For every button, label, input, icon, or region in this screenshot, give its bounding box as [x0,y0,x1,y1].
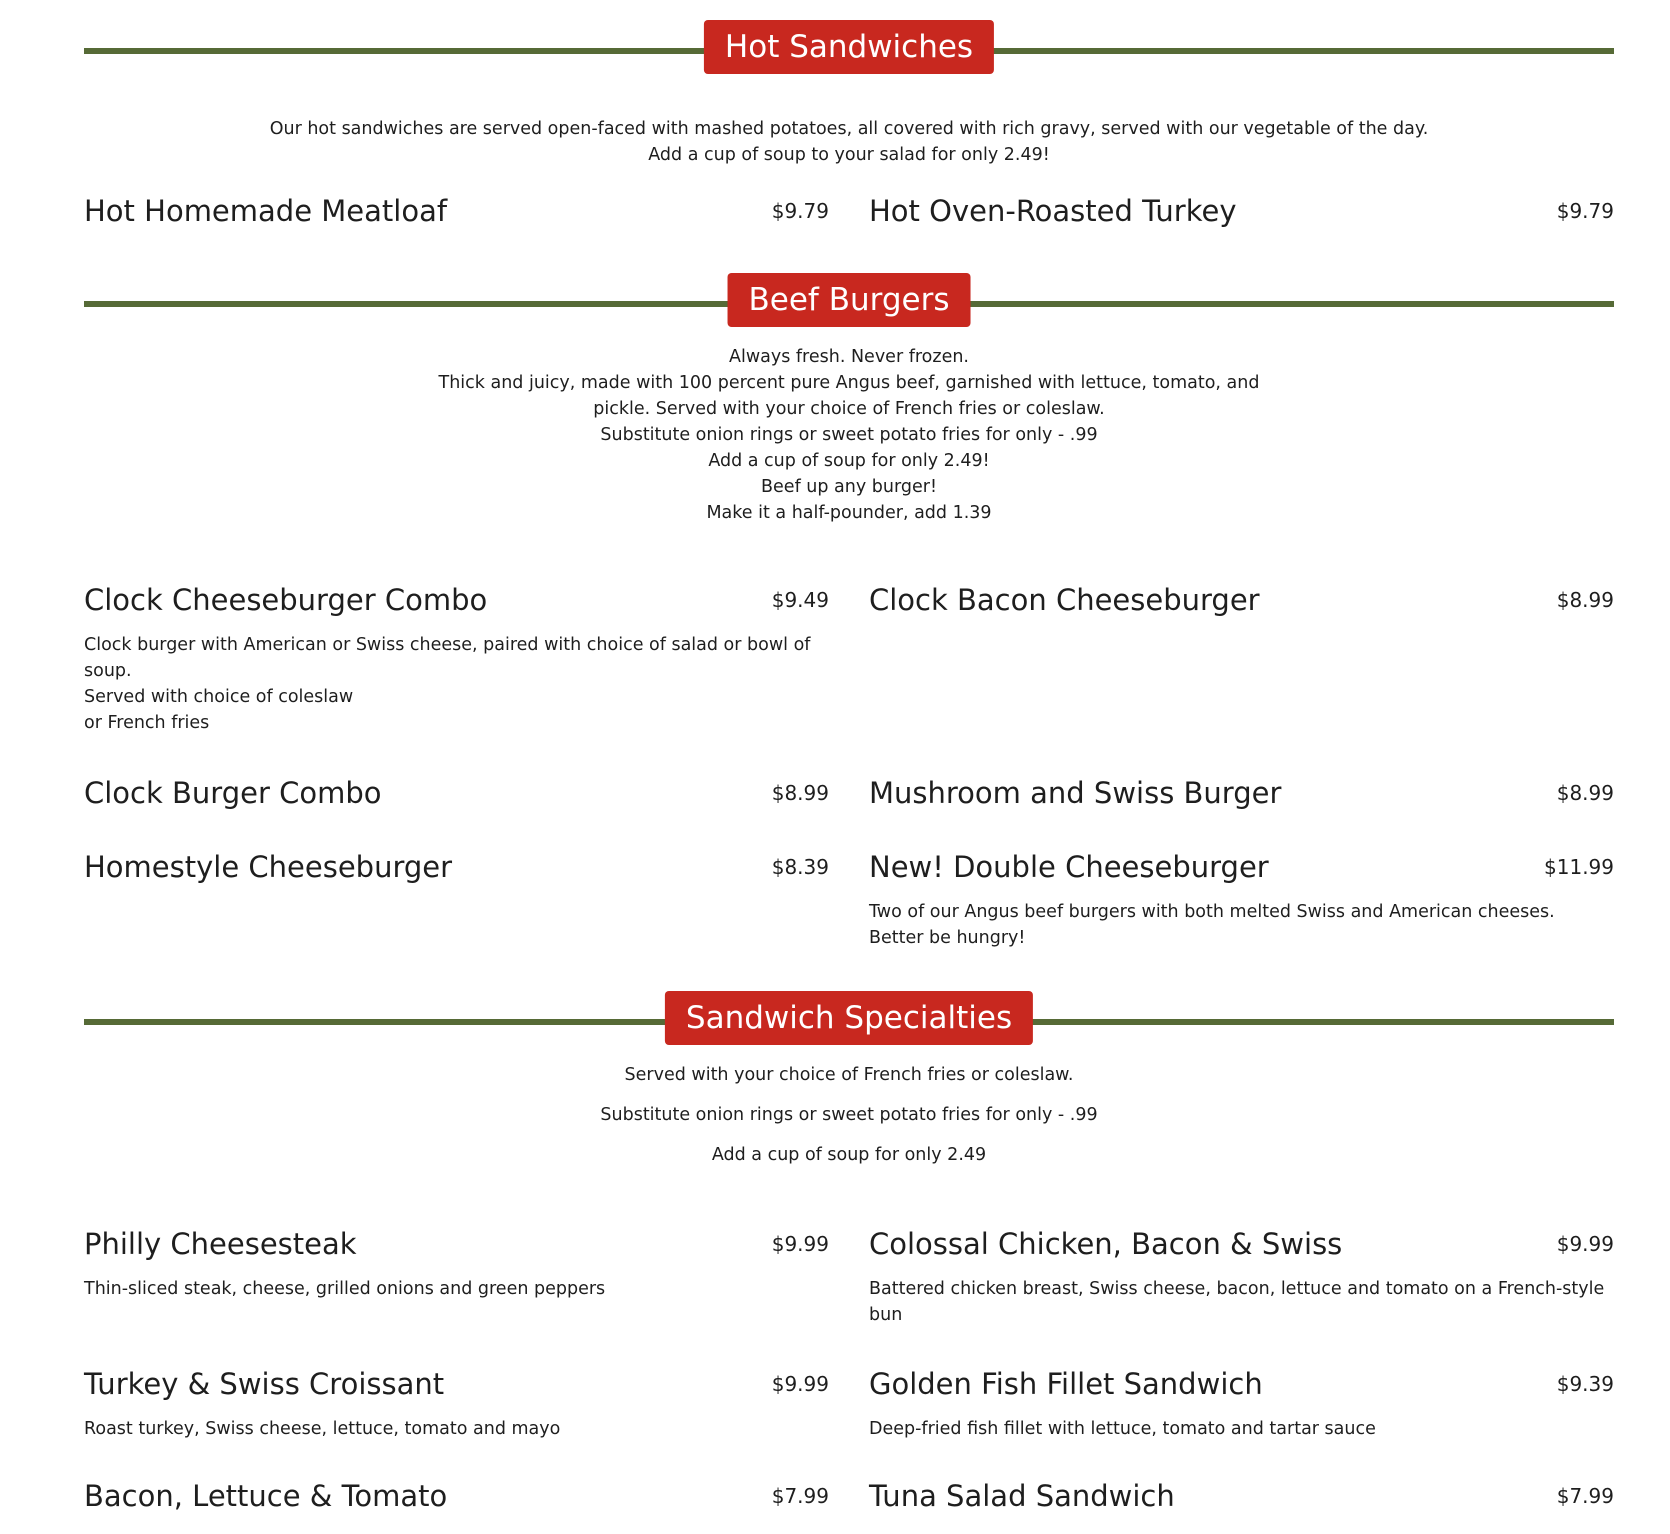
section-hot-sandwiches [84,20,1614,228]
section-title: Beef Burgers [728,273,971,327]
menu-item[interactable] [869,775,1614,811]
item-price: $8.99 [1556,781,1614,805]
menu-item[interactable] [869,193,1614,229]
item-description-line: Deep-fried fish fillet with lettuce, tomato and tartar sauce [869,1419,1376,1439]
item-name: Clock Burger Combo [84,776,382,810]
item-name: Colossal Chicken, Bacon & Swiss [869,1227,1343,1261]
description-line: pickle. Served with your choice of French fries or coleslaw. [593,399,1105,419]
item-price: $8.39 [771,855,829,879]
item-price: $9.49 [771,588,829,612]
section-beef-burgers [84,273,1614,948]
section-title: Sandwich Specialties [665,991,1033,1045]
item-name: Turkey & Swiss Croissant [84,1367,445,1401]
menu-item[interactable] [869,582,1614,618]
section-sandwich-specialties [84,991,1614,1513]
section-header [84,273,1614,333]
item-name: Clock Bacon Cheeseburger [869,583,1260,617]
item-price: $8.99 [771,781,829,805]
menu-item[interactable] [84,849,829,885]
section-description [84,344,1614,526]
section-description [84,1062,1614,1168]
description-line: Served with your choice of French fries or coleslaw. [624,1065,1074,1085]
description-line: Our hot sandwiches are served open-faced with mashed potatoes, all covered with rich gravy, served with our vegetable of the day. [269,119,1429,139]
item-name: Hot Homemade Meatloaf [84,194,448,228]
menu-item[interactable] [84,775,829,811]
section-header [84,991,1614,1051]
description-line: Always fresh. Never frozen. [728,347,969,367]
item-description-line: Battered chicken breast, Swiss cheese, bacon, lettuce and tomato on a French-style bun [869,1279,1605,1325]
description-line: Add a cup of soup for only 2.49! [708,451,990,471]
description-line: Add a cup of soup to your salad for only 2.49! [648,145,1050,165]
item-price: $9.99 [771,1372,829,1396]
menu-item[interactable] [84,1478,829,1514]
item-price: $9.99 [771,1232,829,1256]
item-description [84,632,829,736]
menu-item[interactable] [869,1366,1614,1442]
section-header [84,20,1614,80]
menu-item[interactable] [84,1226,829,1302]
menu-item[interactable] [869,1226,1614,1328]
item-name: Philly Cheesesteak [84,1227,357,1261]
menu-item[interactable] [869,849,1614,951]
item-description-line: Thin-sliced steak, cheese, grilled onions and green peppers [84,1279,606,1299]
item-name: New! Double Cheeseburger [869,850,1269,884]
item-price: $7.99 [1556,1484,1614,1508]
description-line: Substitute onion rings or sweet potato fries for only - .99 [600,425,1098,445]
item-price: $8.99 [1556,588,1614,612]
description-line: Thick and juicy, made with 100 percent pure Angus beef, garnished with lettuce, tomato, and [438,373,1260,393]
menu-item[interactable] [84,1366,829,1442]
item-description [869,1416,1614,1442]
item-description [84,1416,829,1442]
item-description [869,899,1614,951]
description-line: Substitute onion rings or sweet potato fries for only - .99 [600,1105,1098,1125]
item-name: Bacon, Lettuce & Tomato [84,1479,448,1513]
menu-item[interactable] [84,193,829,229]
item-name: Homestyle Cheeseburger [84,850,453,884]
item-description-line: Clock burger with American or Swiss cheese, paired with choice of salad or bowl of soup. [84,635,811,681]
item-price: $9.39 [1556,1372,1614,1396]
item-name: Tuna Salad Sandwich [869,1479,1175,1513]
description-line: Add a cup of soup for only 2.49 [711,1145,987,1165]
item-description [869,1276,1614,1328]
item-name: Golden Fish Fillet Sandwich [869,1367,1263,1401]
section-title: Hot Sandwiches [704,20,994,74]
description-line: Make it a half-pounder, add 1.39 [706,503,992,523]
description-line: Beef up any burger! [761,477,937,497]
item-price: $7.99 [771,1484,829,1508]
item-name: Mushroom and Swiss Burger [869,776,1282,810]
item-description-line: Served with choice of coleslaw [84,687,354,707]
item-description-line: Two of our Angus beef burgers with both melted Swiss and American cheeses. Better be hungry! [869,902,1555,948]
section-description [84,116,1614,168]
item-name: Clock Cheeseburger Combo [84,583,488,617]
item-description-line: Roast turkey, Swiss cheese, lettuce, tomato and mayo [84,1419,561,1439]
item-description-line: or French fries [84,713,210,733]
item-description [84,1276,829,1302]
item-price: $9.79 [771,199,829,223]
menu-item[interactable] [84,582,829,736]
item-price: $9.99 [1556,1232,1614,1256]
item-price: $9.79 [1556,199,1614,223]
item-price: $11.99 [1544,855,1614,879]
menu-item[interactable] [869,1478,1614,1514]
item-name: Hot Oven-Roasted Turkey [869,194,1237,228]
